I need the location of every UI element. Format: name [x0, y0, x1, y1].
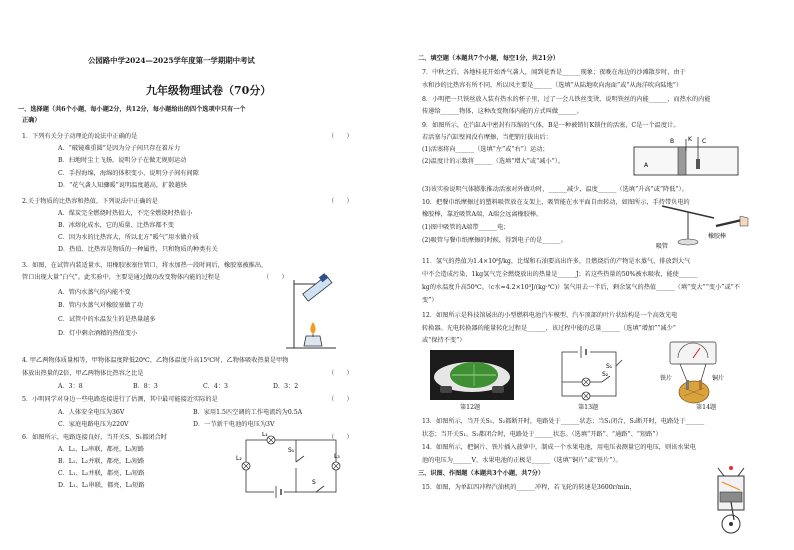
q3-option-a: A．管内水蒸气的内能不变 [58, 289, 131, 296]
q12-line3: 或“保持不变”） [422, 337, 466, 344]
section2-heading: 二、填空题（本题共7个小题，每空1分，共21分） [418, 55, 559, 62]
q3-stem: 3．如图，在试管内装适量水，用橡胶塞塞住管口，将水加热一段时间后，橡胶塞被推出， [22, 262, 268, 269]
q12-caption: 第12题 [460, 404, 481, 411]
q4-option-a: A．3：8 [58, 383, 83, 390]
q9-label-k: K [688, 136, 692, 143]
q1-paren: （ ） [328, 133, 353, 140]
section3-heading: 三、识图、作图题（本题共3个小题，共7分） [418, 470, 545, 477]
q1-stem: 1．下列有关分子动理论的说法中正确的是 [22, 133, 138, 140]
q5-stem: 5．小明同学对身边一些电路连接进行了估测，其中最可能接近实际的是 [22, 396, 218, 403]
q10-line2: 橡胶棒，靠近吸管A端，A端会远离橡胶棒。 [422, 211, 543, 218]
q2-paren: （ ） [328, 198, 353, 205]
q6-option-b: B．L₁、L₂并联，都亮，L₃短路 [58, 458, 145, 465]
q6-label-l1: L₁ [262, 432, 268, 438]
q1-option-b: B．扫地时尘土飞扬，说明分子在做无规则运动 [58, 157, 187, 164]
school-title: 公园路中学2024—2025学年度第一学期期中考试 [88, 56, 255, 65]
q9-line1: 9．如图所示，在汽缸A中密封有压缩的气体，B是一种被销钉K锁住的活塞，C是一个温度计。 [422, 122, 680, 129]
q4-paren: （ ） [328, 370, 353, 377]
q9-line2: 若活塞与汽缸壁间没有摩擦，当把销钉拔出后： [422, 134, 552, 141]
q13-circuit-figure [556, 346, 624, 402]
q8-line1: 8．小明把一只铁丝放入装有热水的杯子里，过了一会儿铁丝变烫，说明铁丝的内能______，而热水的内能 [422, 96, 711, 103]
q4-option-c: C．4：3 [203, 383, 228, 390]
q14-caption: 第14题 [696, 404, 717, 411]
q4-option-b: B．8：3 [133, 383, 158, 390]
q2-stem: 2.关于物质的比热容和热值，下列说法中正确的是 [22, 198, 158, 205]
section1-heading-cont: 正确） [22, 117, 41, 124]
q6-paren: （ ） [328, 434, 353, 441]
q9-blank2: (2)温度计的示数将______（选填“增大”或“减小”）。 [422, 158, 565, 165]
q10-blank1: (1)图中吸管的A端带______电； [422, 224, 510, 231]
q13-line2: 状态；当开关S₁、S₂都闭合时，电路处于______状态。（选填“开路”、“通路”、“短路”） [422, 431, 662, 438]
q14-label-copper: 铜片 [712, 375, 725, 382]
q15-engine-figure [708, 462, 754, 536]
q11-line4: 变”） [422, 297, 438, 304]
q6-label-s1: S₁ [288, 447, 295, 454]
q9-blank1: (1)活塞将向______（选填“左”或“右”）运动； [422, 146, 549, 153]
q14-line2: 池的电压为______V，水果电池的正极是______（选填“铜片”或“铁片”）。 [422, 457, 622, 464]
q10-line1: 10．把餐巾纸摩擦过的塑料吸管放在支架上，吸管能在水平面自由转动，如图所示，手持带负电的 [422, 199, 690, 206]
q14-line1: 14．如图所示，把铜片、铁片插入菠萝中，制成一个水果电池，用电压表测量它的电压，则该水果电 [422, 444, 696, 451]
q9-label-c: C [702, 138, 707, 145]
q3-option-b: B．管内水蒸气对橡胶塞做了功 [58, 302, 143, 309]
q9-label-b: B [670, 138, 675, 145]
right-column [418, 0, 780, 550]
q10-label-straw: 吸管 [656, 243, 669, 250]
q4-option-d: D．3：2 [273, 383, 299, 390]
left-column [18, 0, 390, 550]
q13-label-s1: S₁ [606, 363, 613, 370]
q1-option-c: C．手捏海绵，海绵的体积变小，说明分子间有间隙 [58, 170, 199, 177]
q7-line2: 水和沙的比热容有所不同，所以风主要是______（选填“从陆地吹向海面”或“从海洋吹向陆地”） [422, 82, 683, 89]
q6-label-l3: L₃ [334, 453, 340, 460]
q13-caption: 第13题 [578, 404, 599, 411]
q9-label-a: A [644, 162, 649, 169]
q1-option-a: A．“破镜难重圆”是因为分子间只存在着斥力 [58, 145, 181, 152]
paper-title: 九年级物理试卷（70分） [146, 84, 272, 97]
q12-line1: 12．如图所示是科技馆展出的小型燃料电池汽车模型，汽车顶部的叶片状结构是一个高效光电 [422, 312, 678, 319]
q2-option-a: A．煤炭完全燃烧时热值大，不完全燃烧时热值小 [58, 210, 193, 217]
q10-label-rod: 橡胶棒 [708, 233, 727, 240]
q14-label-iron: 铁片 [660, 375, 673, 382]
q5-option-d: D．一节新干电池的电压为3V [193, 421, 275, 428]
q6-label-l2: L₂ [236, 455, 242, 462]
q3-test-tube-figure [276, 270, 346, 350]
q4-stem: 4. 甲乙两物体质量相等，甲物体温度降低20℃，乙物体温度升高15℃时，乙物体吸收热量是甲物 [22, 357, 289, 364]
q11-line2: 中不会造成污染，1kg氢气完全燃烧放出的热量是______J；若这些热量的50%被水吸收，能使______ [422, 271, 698, 278]
q2-option-d: D．热值、比热容是物质的一种属性，只和物质的种类有关 [58, 246, 218, 253]
q11-line3: kg的水温度升高50℃。（c水=4.2×10³J/(kg·℃)）氢气用去一半后，剩余氢气的热值______（填“变大”“变小”或“不 [422, 284, 740, 291]
q8-line2: 传递给______物体，这种改变物体内能的方式叫做______。 [422, 108, 583, 115]
q6-option-c: C．L₁、L₂并联，都亮，L₃短路 [58, 470, 145, 477]
q5-option-a: A．人体安全电压为36V [58, 409, 125, 416]
q15-stem: 15．如图，为单缸四冲程汽油机的______冲程，若飞轮的转速是3600r/min， [422, 484, 636, 491]
q9-cylinder-figure [630, 133, 746, 181]
section1-heading: 一、选择题（共6个小题，每小题2分，共12分，每小题给出的四个选项中只有一个 [18, 106, 246, 113]
q5-option-b: B．家用1.5匹空调的工作电流约为0.5A [193, 409, 303, 416]
q6-label-s: S [312, 479, 316, 486]
q5-option-c: C．家庭电路电压为220V [58, 421, 129, 428]
q3-paren: （ ） [263, 274, 288, 281]
q10-blank2: (2)吸管与餐巾纸摩擦的时候，得到电子的是______。 [422, 237, 567, 244]
q13-label-s2: S₂ [602, 371, 609, 378]
q2-option-c: C．因为水的比热容大，所以北方“暖气”用水做介质 [58, 234, 199, 241]
q4-stem-line2: 体放出热量的2倍，甲乙两物体比热容之比是 [22, 370, 144, 377]
q6-option-a: A．L₁、L₂串联，都亮，L₃短路 [58, 446, 145, 453]
q1-option-d: D．“花气袭人知骤暖”说明温度越高，扩散越快 [58, 182, 187, 189]
q5-paren: （ ） [328, 396, 353, 403]
q6-stem: 6．如图所示，电路连接良好，当开关S、S₁都闭合时 [22, 434, 167, 441]
q3-stem-line2: 管口出现大量“白气”。此实验中，主要是通过做功改变物体内能的过程是 [22, 274, 221, 281]
q13-line1: 13．如图所示，当开关S₁、S₂都断开时，电路处于______状态；当S₁闭合，S₂断开时，电路处于______ [422, 418, 705, 425]
q11-line1: 11．氢气的热值为1.4×10⁸J/kg，比煤和石油要高出许多，且燃烧后的产物是水蒸气，排放到大气 [422, 258, 691, 265]
q14-fruit-battery-figure [640, 340, 746, 404]
q6-circuit-figure [236, 432, 346, 500]
q6-option-d: D．L₁、L₂串联，都亮，L₃短路 [58, 482, 145, 489]
q3-option-c: C．试管中的水温发生的是热量越多 [58, 316, 156, 323]
q12-line2: 转换器。光电转换器的能量转化过程是______，该过程中能的总量______（选填“增加”“减少” [422, 325, 676, 332]
q9-blank3: (3)该实验说明气体膨胀推动活塞对外做功时，______减少，温度______（选填“升高”或“降低”）。 [422, 186, 688, 193]
q10-straw-figure [654, 196, 750, 252]
q2-option-b: B．冰熔化成水，它的质量、比热容都不变 [58, 222, 174, 229]
q3-option-d: D．灯中剩余酒精的热值变小 [58, 330, 138, 337]
q7-line1: 7．中秋之后，各地桂花开始香气袭人，闻到花香是______现象；夜晚在海边的沙滩散步时，由于 [422, 69, 686, 76]
q12-car-photo [430, 350, 514, 400]
